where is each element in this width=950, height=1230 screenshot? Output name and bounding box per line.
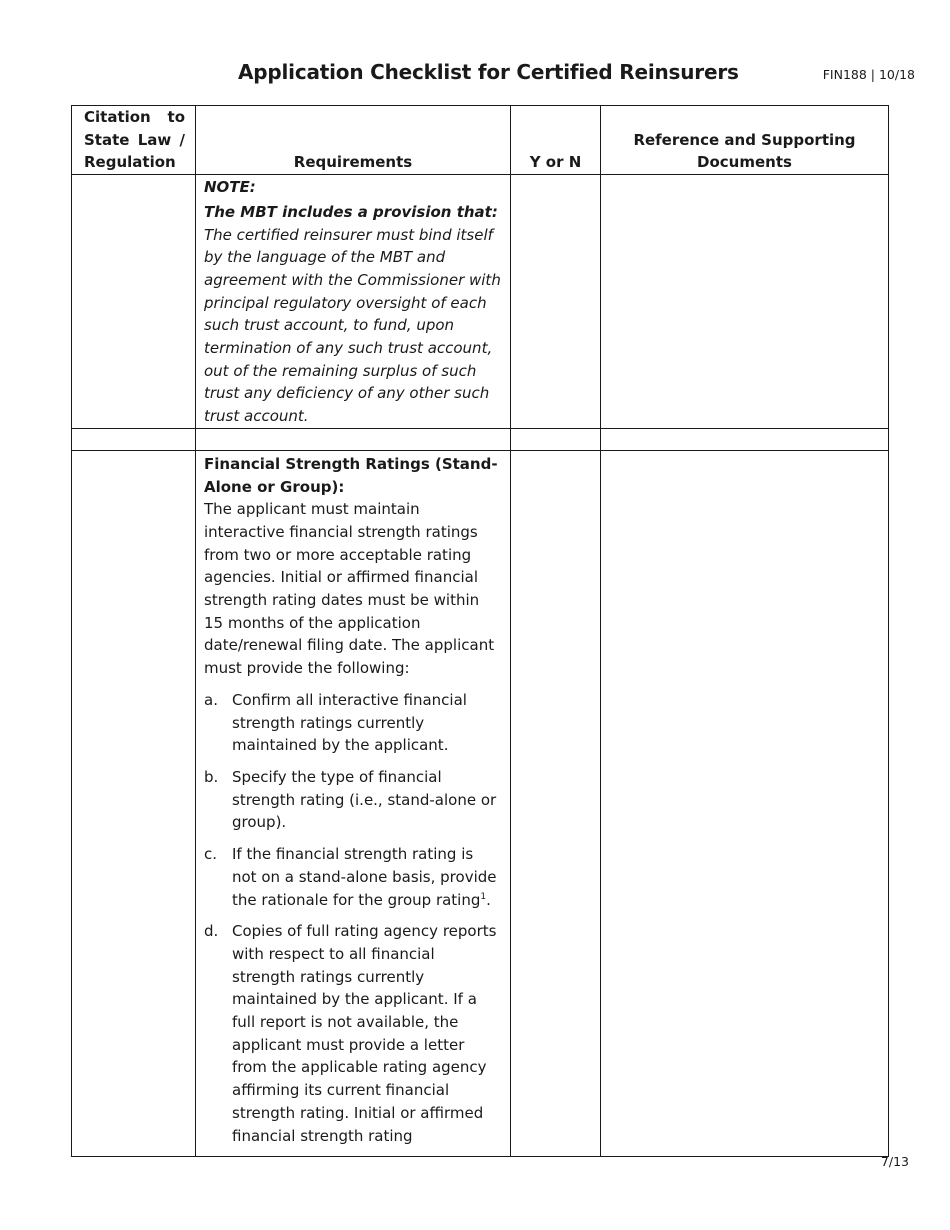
list-item-text: If the financial strength rating is not on a stand-alone basis, provide the rationale for the group rating [232, 845, 497, 909]
column-header-y-or-n: Y or N [511, 106, 601, 175]
table-row [72, 428, 889, 450]
list-marker: d. [204, 922, 219, 941]
note-label: NOTE: [204, 178, 256, 197]
column-header-requirements: Requirements [196, 106, 511, 175]
list-item [204, 766, 502, 834]
list-item [204, 843, 502, 911]
requirement-cell [196, 428, 511, 450]
note-provision: The MBT includes a provision that: [204, 202, 498, 221]
requirement-list [204, 689, 502, 1147]
citation-cell[interactable] [72, 450, 196, 1156]
reference-header-line: Reference and Supporting [633, 130, 856, 149]
footnote-reference[interactable]: 1 [480, 891, 487, 902]
reference-cell[interactable] [601, 175, 889, 429]
column-header-reference [601, 106, 889, 175]
ratings-heading: Financial Strength Ratings (Stand-Alone or Group): [204, 454, 498, 496]
list-item [204, 920, 502, 1147]
table-row [72, 175, 889, 429]
citation-cell[interactable] [72, 175, 196, 429]
y-or-n-cell[interactable] [511, 450, 601, 1156]
list-item-text: Specify the type of financial strength rating (i.e., stand-alone or group). [232, 767, 497, 832]
page-title: Application Checklist for Certified Reinsurers [238, 60, 739, 84]
reference-header-line: Documents [697, 153, 792, 172]
list-item [204, 689, 502, 757]
column-header-citation [72, 106, 196, 175]
checklist-table [71, 105, 889, 1157]
reference-cell[interactable] [601, 450, 889, 1156]
list-marker: a. [204, 690, 218, 709]
ratings-intro: The applicant must maintain interactive financial strength ratings from two or more acceptable rating agencies. Initial or affirmed financial strength rating dates must be within 15 months of the application date/renewal filing date. The applicant must provide the following: [204, 500, 495, 678]
list-item-text: Copies of full rating agency reports with respect to all financial strength ratings currently maintained by the applicant. If a full report is not available, the applicant must provide a letter from the applicable rating agency affirming its current financial strength rating. Initial or affirmed financial strength rating [232, 922, 497, 1145]
note-body: The certified reinsurer must bind itself by the language of the MBT and agreement with the Commissioner with principal regulatory oversight of each such trust account, to fund, upon termination of any such trust account, out of the remaining surplus of such trust any deficiency of any other such trust account. [204, 225, 501, 426]
form-code: FIN188 | 10/18 [822, 67, 915, 82]
table-row [72, 450, 889, 1156]
requirement-cell [196, 175, 511, 429]
page-number: 7/13 [880, 1154, 909, 1169]
list-item-text: Confirm all interactive financial strength ratings currently maintained by the applicant. [232, 690, 467, 755]
y-or-n-cell[interactable] [511, 175, 601, 429]
reference-cell[interactable] [601, 428, 889, 450]
citation-header-line: State Law / [84, 130, 185, 149]
citation-cell[interactable] [72, 428, 196, 450]
list-marker: b. [204, 767, 219, 786]
table-header-row [72, 106, 889, 175]
list-marker: c. [204, 845, 218, 864]
citation-header-line: Citation to [84, 108, 185, 126]
y-or-n-cell[interactable] [511, 428, 601, 450]
list-item-suffix: . [486, 890, 491, 909]
citation-header-line: Regulation [84, 153, 176, 172]
requirement-cell [196, 450, 511, 1156]
